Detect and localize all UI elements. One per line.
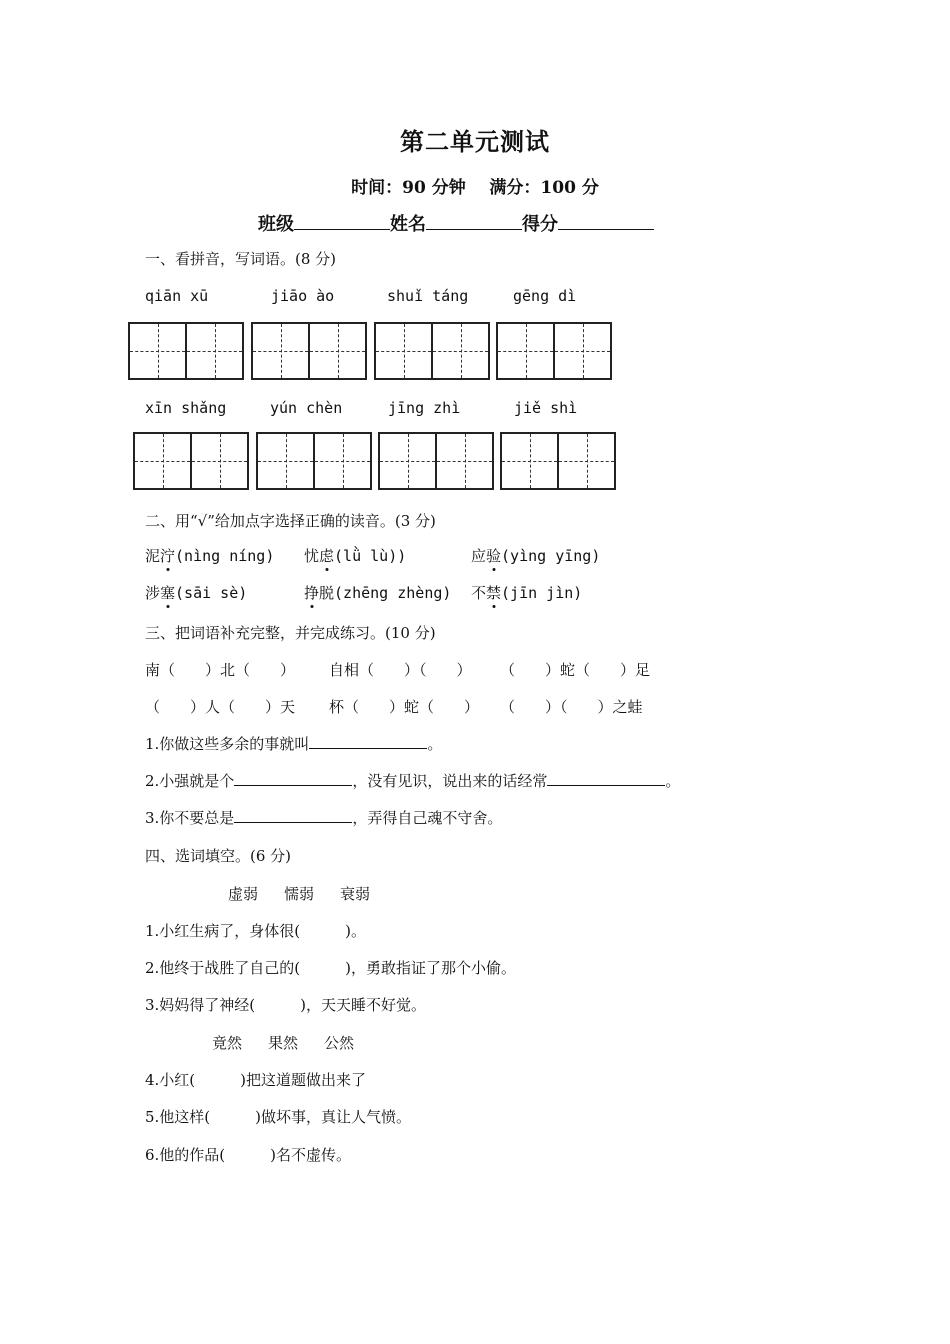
fill-question[interactable]: 4.小红( )把这道题做出来了: [145, 1071, 367, 1089]
question-text: ，弄得自己魂不守舍。: [352, 809, 503, 827]
score-blank[interactable]: [558, 211, 654, 230]
item-options: (nìng níng): [175, 547, 275, 565]
dotted-char: 挣: [304, 584, 320, 602]
item-options: 脱(zhēng zhèng): [319, 584, 452, 602]
item-text: 泥: [145, 547, 161, 565]
item-options: (lǜ lù)): [334, 547, 407, 565]
class-blank[interactable]: [294, 211, 390, 230]
writing-grid[interactable]: [251, 322, 367, 380]
word-option: 竟然: [212, 1034, 243, 1052]
pronunciation-item[interactable]: [471, 582, 582, 603]
fill-question[interactable]: 5.他这样( )做坏事，真让人气愤。: [145, 1108, 412, 1126]
answer-blank[interactable]: [547, 771, 665, 786]
writing-grid[interactable]: [378, 432, 494, 490]
idiom-blank[interactable]: （ ）人（ ）天: [145, 698, 296, 716]
idiom-blank[interactable]: （ ）（ ）之蛙: [500, 698, 643, 716]
time-info: 时间：90 分钟: [351, 178, 466, 198]
item-text: 应: [471, 547, 487, 565]
question-3-1: [145, 733, 442, 754]
pronunciation-item[interactable]: [471, 545, 600, 566]
question-text: 1.你做这些多余的事就叫: [145, 735, 310, 753]
writing-grid[interactable]: [256, 432, 372, 490]
answer-blank[interactable]: [309, 734, 427, 749]
dotted-char: 虑: [319, 547, 335, 565]
pinyin-2: jiāo ào: [271, 287, 335, 305]
word-option: 虚弱: [228, 885, 259, 903]
writing-grid[interactable]: [133, 432, 249, 490]
fill-question[interactable]: 3.妈妈得了神经( )，天天睡不好觉。: [145, 996, 427, 1014]
word-bank: [212, 1032, 380, 1053]
pinyin-8: jiě shì: [514, 399, 578, 417]
name-label: 姓名: [390, 214, 426, 235]
dotted-char: 验: [486, 547, 502, 565]
score-info: 满分：100 分: [489, 178, 599, 198]
idiom-blank[interactable]: 杯（ ）蛇（ ）: [329, 698, 480, 716]
pinyin-3: shuǐ táng: [387, 287, 469, 305]
item-options: (yìng yīng): [501, 547, 601, 565]
writing-grid[interactable]: [374, 322, 490, 380]
idiom-blank[interactable]: 自相（ ）（ ）: [329, 661, 472, 679]
item-text: 涉: [145, 584, 161, 602]
writing-grid[interactable]: [496, 322, 612, 380]
student-info: [258, 210, 654, 236]
question-3-2: [145, 770, 680, 791]
pinyin-7: jīng zhì: [388, 399, 461, 417]
pinyin-1: qiān xū: [145, 287, 209, 305]
dotted-char: 禁: [486, 584, 502, 602]
word-option: 果然: [268, 1034, 299, 1052]
word-option: 衰弱: [340, 885, 371, 903]
fill-question[interactable]: 2.他终于战胜了自己的( )，勇敢指证了那个小偷。: [145, 959, 517, 977]
pronunciation-item[interactable]: [304, 545, 406, 566]
question-3-3: [145, 807, 502, 828]
page-title: 第二单元测试: [400, 127, 550, 156]
idiom-blank[interactable]: 南（ ）北（ ）: [145, 661, 296, 679]
name-blank[interactable]: [426, 211, 522, 230]
item-text: 不: [471, 584, 487, 602]
question-text: 3.你不要总是: [145, 809, 235, 827]
pronunciation-item[interactable]: [304, 582, 451, 603]
pinyin-4: gēng dì: [513, 287, 577, 305]
pronunciation-item[interactable]: [145, 545, 274, 566]
word-option: 公然: [324, 1034, 355, 1052]
question-text: 。: [665, 772, 681, 790]
pinyin-5: xīn shǎng: [145, 399, 227, 417]
class-label: 班级: [258, 214, 294, 235]
score-label: 得分: [522, 214, 558, 235]
fill-question[interactable]: 1.小红生病了，身体很( )。: [145, 922, 367, 940]
answer-blank[interactable]: [234, 771, 352, 786]
pinyin-6: yún chèn: [270, 399, 343, 417]
exam-meta: [0, 173, 950, 198]
question-text: ，没有见识，说出来的话经常: [352, 772, 548, 790]
question-text: 。: [427, 735, 443, 753]
dotted-char: 泞: [160, 547, 176, 565]
idiom-blank[interactable]: （ ）蛇（ ）足: [500, 661, 651, 679]
word-bank: [228, 883, 396, 904]
section4-heading: 四、选词填空。(6 分): [145, 847, 292, 865]
question-text: 2.小强就是个: [145, 772, 235, 790]
writing-grid[interactable]: [128, 322, 244, 380]
dotted-char: 塞: [160, 584, 176, 602]
word-option: 懦弱: [284, 885, 315, 903]
section3-heading: 三、把词语补充完整，并完成练习。(10 分): [145, 624, 436, 642]
item-options: (sāi sè): [175, 584, 248, 602]
writing-grid[interactable]: [500, 432, 616, 490]
item-text: 忧: [304, 547, 320, 565]
item-options: (jīn jìn): [501, 584, 583, 602]
fill-question[interactable]: 6.他的作品( )名不虚传。: [145, 1146, 352, 1164]
section2-heading: 二、用“√”给加点字选择正确的读音。(3 分): [145, 512, 436, 530]
section1-heading: 一、看拼音，写词语。(8 分): [145, 250, 337, 268]
answer-blank[interactable]: [234, 808, 352, 823]
pronunciation-item[interactable]: [145, 582, 247, 603]
